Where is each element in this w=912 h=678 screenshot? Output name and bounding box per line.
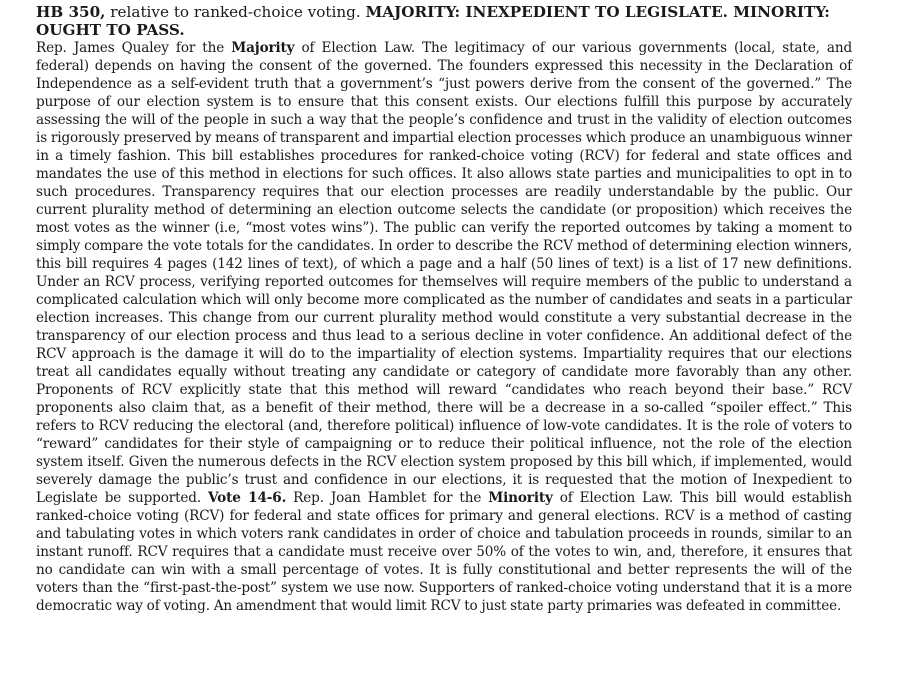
- vote-tally: Vote 14-6.: [208, 490, 287, 506]
- majority-label: Majority: [231, 40, 295, 56]
- committee-outcome: MAJORITY: INEXPEDIENT TO LEGISLATE. MINORITY: OUGHT TO PASS.: [36, 3, 830, 39]
- minority-label: Minority: [488, 490, 553, 506]
- bill-heading: [36, 3, 852, 39]
- majority-intro: Rep. James Qualey for the: [36, 40, 232, 56]
- bill-number: HB 350,: [36, 3, 106, 21]
- minority-intro: Rep. Joan Hamblet for the: [286, 490, 489, 506]
- majority-report: of Election Law. The legitimacy of our various governments (local, state, and federal) depends on having the consent of the governed. The founders expressed this necessity in the Declaration of Independence as a self-evident truth that a government’s “just powers derive from the consent of the governed.” The purpose of our election system is to ensure that this consent exists. Our elections fulfill this purpose by accurately assessing the will of the people in such a way that the people’s confidence and trust in the validity of election outcomes is rigorously preserved by means of transparent and impartial election processes which produce an unambiguous winner in a timely fashion. This bill establishes procedures for ranked-choice voting (RCV) for federal and state offices and mandates the use of this method in elections for such offices. It also allows state parties and municipalities to opt in to such procedures. Transparency requires that our election processes are readily understandable by the public. Our current plurality method of determining an election outcome selects the candidate (or proposition) which receives the most votes as the winner (i.e, “most votes wins”). The public can verify the reported outcomes by taking a moment to simply compare the vote totals for the candidates. In order to describe the RCV method of determining election winners, this bill requires 4 pages (142 lines of text), of which a page and a half (50 lines of text) is a list of 17 new definitions. Under an RCV process, verifying reported outcomes for themselves will require members of the public to understand a complicated calculation which will only become more complicated as the number of candidates and seats in a particular election increases. This change from our current plurality method would constitute a very substantial decrease in the transparency of our election process and thus lead to a serious decline in voter confidence. An additional defect of the RCV approach is the damage it will do to the impartiality of election systems. Impartiality requires that our elections treat all candidates equally without treating any candidate or category of candidate more favorably than any other. Proponents of RCV explicitly state that this method will reward “candidates who reach beyond their base.” RCV proponents also claim that, as a benefit of their method, there will be a decrease in a so-called “spoiler effect.” This refers to RCV reducing the electoral (and, therefore political) influence of low-vote candidates. It is the role of voters to “reward” candidates for their style of campaigning or to reduce their political influence, not the role of the election system itself. Given the numerous defects in the RCV election system proposed by this bill which, if implemented, would severely damage the public’s trust and confidence in our elections, it is requested that the motion of Inexpedient to Legislate be supported.: [36, 40, 852, 506]
- minority-report: of Election Law. This bill would establish ranked-choice voting (RCV) for federal and state offices for primary and general elections. RCV is a method of casting and tabulating votes in which voters rank candidates in order of choice and tabulation proceeds in rounds, similar to an instant runoff. RCV requires that a candidate must receive over 50% of the votes to win, and, therefore, it ensures that no candidate can win with a small percentage of votes. It is fully constitutional and better represents the will of the voters than the “first-past-the-post” system we use now. Supporters of ranked-choice voting understand that it is a more democratic way of voting. An amendment that would limit RCV to just state party primaries was defeated in committee.: [36, 490, 852, 614]
- bill-subject: relative to ranked-choice voting.: [105, 3, 366, 21]
- committee-report-text: [36, 39, 852, 615]
